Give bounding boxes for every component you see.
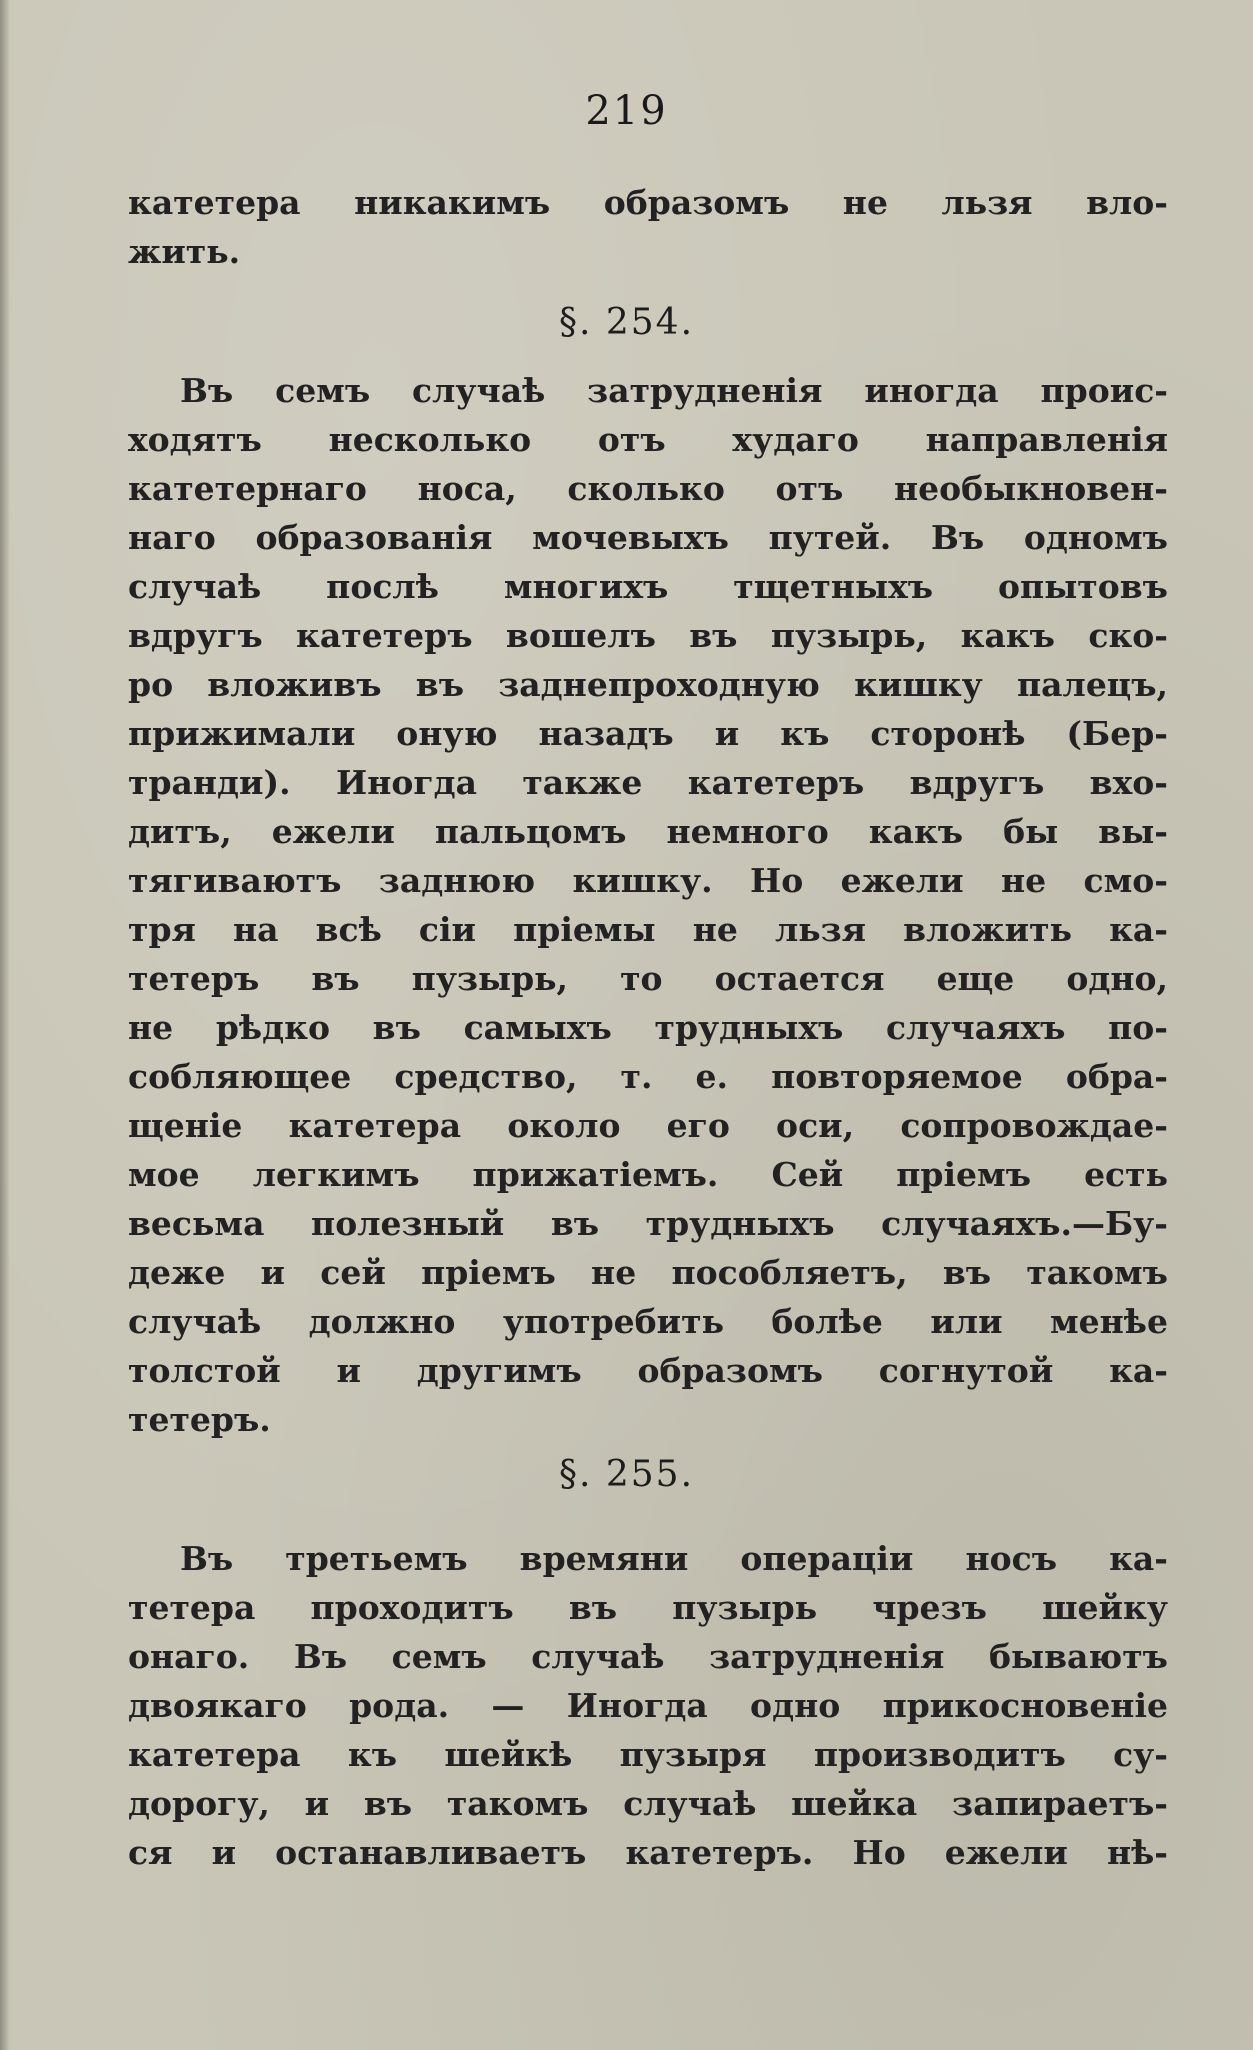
text-line: дитъ, ежели пальцомъ немного какъ бы вы- xyxy=(128,812,1168,851)
text-line: двоякаго рода. — Иногда одно прикосновеніе xyxy=(128,1686,1168,1725)
text-line: тетеръ въ пузырь, то остается еще одно, xyxy=(128,959,1168,998)
section-heading-254: §. 254. xyxy=(558,302,695,343)
text-line: онаго. Въ семъ случаѣ затрудненія бываютъ xyxy=(128,1637,1168,1676)
text-line: прижимали оную назадъ и къ сторонѣ (Бер- xyxy=(128,714,1168,753)
section-254-paragraph xyxy=(128,366,1168,1444)
text-line: щеніе катетера около его оси, сопровождае- xyxy=(128,1106,1168,1145)
section-heading-255: §. 255. xyxy=(558,1454,695,1495)
text-line: весьма полезный въ трудныхъ случаяхъ.—Бу- xyxy=(128,1204,1168,1243)
text-line: вдругъ катетеръ вошелъ въ пузырь, какъ ско- xyxy=(128,616,1168,655)
page-number: 219 xyxy=(585,88,668,134)
text-line: транди). Иногда также катетеръ вдругъ вхо- xyxy=(128,763,1168,802)
text-line: собляющее средство, т. е. повторяемое обра- xyxy=(128,1057,1168,1096)
text-line: катетернаго носа, сколько отъ необыкновен- xyxy=(128,469,1168,508)
text-line: дорогу, и въ такомъ случаѣ шейка запираетъ- xyxy=(128,1784,1168,1823)
text-line: тетера проходитъ въ пузырь чрезъ шейку xyxy=(128,1588,1168,1627)
text-line: ся и останавливаетъ катетеръ. Но ежели нѣ- xyxy=(128,1833,1168,1872)
text-line: мое легкимъ прижатіемъ. Сей пріемъ есть xyxy=(128,1155,1168,1194)
text-line: катетера къ шейкѣ пузыря производитъ су- xyxy=(128,1735,1168,1774)
text-line: случаѣ послѣ многихъ тщетныхъ опытовъ xyxy=(128,567,1168,606)
text-line: тря на всѣ сіи пріемы не льзя вложить ка- xyxy=(128,910,1168,949)
text-line: тетеръ. xyxy=(128,1400,271,1439)
section-255-paragraph xyxy=(128,1534,1168,1877)
text-line: не рѣдко въ самыхъ трудныхъ случаяхъ по- xyxy=(128,1008,1168,1047)
text-line: наго образованія мочевыхъ путей. Въ одномъ xyxy=(128,518,1168,557)
text-line: толстой и другимъ образомъ согнутой ка- xyxy=(128,1351,1168,1390)
text-line: Въ третьемъ времяни операціи носъ ка- xyxy=(180,1539,1168,1578)
text-line: Въ семъ случаѣ затрудненія иногда проис- xyxy=(180,371,1168,410)
text-line: катетера никакимъ образомъ не льзя вло- xyxy=(128,183,1168,222)
text-line: деже и сей пріемъ не пособляетъ, въ такомъ xyxy=(128,1253,1168,1292)
text-line: случаѣ должно употребить болѣе или менѣе xyxy=(128,1302,1168,1341)
text-line: ходятъ несколько отъ худаго направленія xyxy=(128,420,1168,459)
text-line: ро вложивъ въ заднепроходную кишку палецъ, xyxy=(128,665,1168,704)
text-line: жить. xyxy=(128,232,241,271)
continuation-paragraph xyxy=(128,178,1168,276)
text-line: тягиваютъ заднюю кишку. Но ежели не смо- xyxy=(128,861,1168,900)
